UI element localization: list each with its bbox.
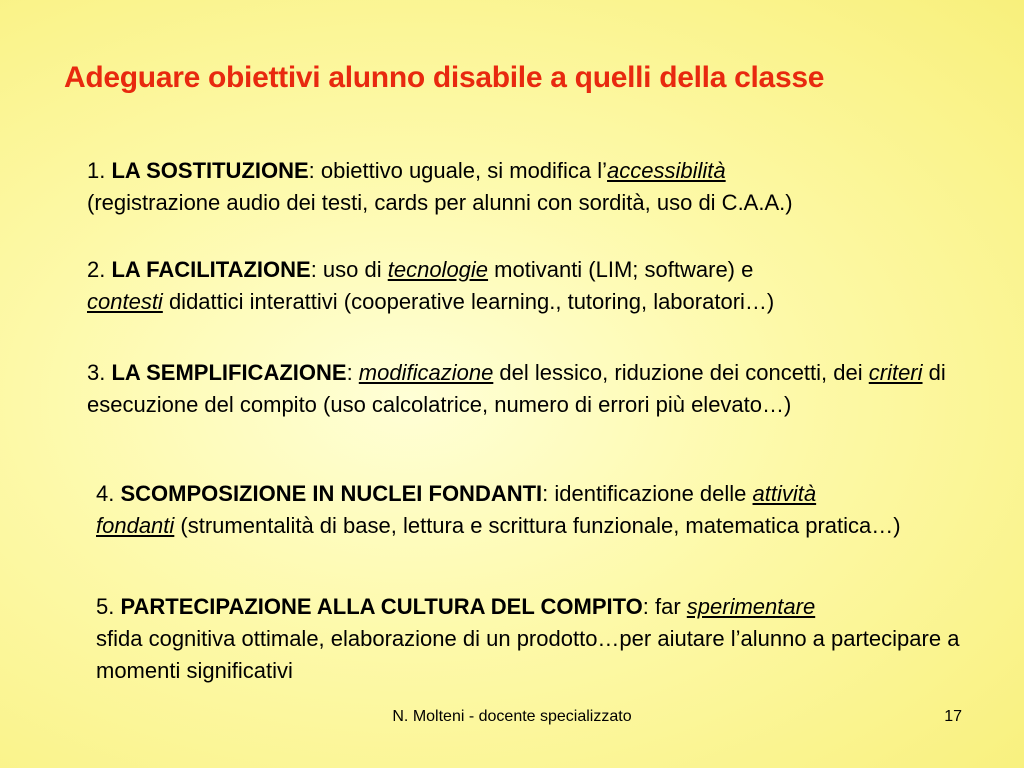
list-item-semplificazione [87, 357, 947, 421]
slide-title: Adeguare obiettivi alunno disabile a quelli della classe [64, 61, 825, 94]
item-emphasis: sperimentare [686, 594, 816, 619]
item-emphasis: attività [752, 481, 817, 506]
item-text: : far [642, 594, 687, 619]
item-text: motivanti (LIM; software) e [488, 257, 754, 282]
item-number: 5. [96, 594, 115, 619]
item-number: 2. [87, 257, 106, 282]
item-text: (strumentalità di base, lettura e scrittura funzionale, matematica pratica…) [174, 513, 901, 538]
item-emphasis: fondanti [96, 513, 175, 538]
item-heading: SCOMPOSIZIONE IN NUCLEI FONDANTI [120, 481, 543, 506]
item-text: : uso di [310, 257, 388, 282]
item-text: didattici interattivi (cooperative learning., tutoring, laboratori…) [162, 289, 775, 314]
item-number: 1. [87, 158, 106, 183]
item-emphasis: criteri [868, 360, 923, 385]
slide-footer: N. Molteni - docente specializzato [392, 708, 632, 725]
item-emphasis: tecnologie [387, 257, 489, 282]
item-text: : [346, 360, 359, 385]
item-heading: LA FACILITAZIONE [111, 257, 311, 282]
item-number: 4. [96, 481, 115, 506]
item-heading: LA SEMPLIFICAZIONE [111, 360, 347, 385]
list-item-sostituzione [87, 155, 967, 219]
item-emphasis: contesti [87, 289, 163, 314]
item-text: di esecuzione del compito (uso calcolatrice, numero di errori più elevato…) [87, 360, 946, 417]
item-text: del lessico, riduzione dei concetti, dei [493, 360, 869, 385]
item-heading: PARTECIPAZIONE ALLA CULTURA DEL COMPITO [120, 594, 643, 619]
item-text: : identificazione delle [542, 481, 753, 506]
item-text: (registrazione audio dei testi, cards per alunni con sordità, uso di C.A.A.) [87, 190, 793, 215]
item-emphasis: modificazione [358, 360, 494, 385]
item-heading: LA SOSTITUZIONE [111, 158, 309, 183]
item-emphasis: accessibilità [607, 158, 726, 183]
item-text: : obiettivo uguale, si modifica l’ [308, 158, 608, 183]
item-number: 3. [87, 360, 106, 385]
list-item-scomposizione [96, 478, 976, 542]
item-text: sfida cognitiva ottimale, elaborazione di un prodotto…per aiutare l’alunno a partecipare a momenti significativi [96, 626, 960, 683]
list-item-facilitazione [87, 254, 967, 318]
list-item-partecipazione [96, 591, 976, 687]
page-number: 17 [944, 708, 962, 725]
